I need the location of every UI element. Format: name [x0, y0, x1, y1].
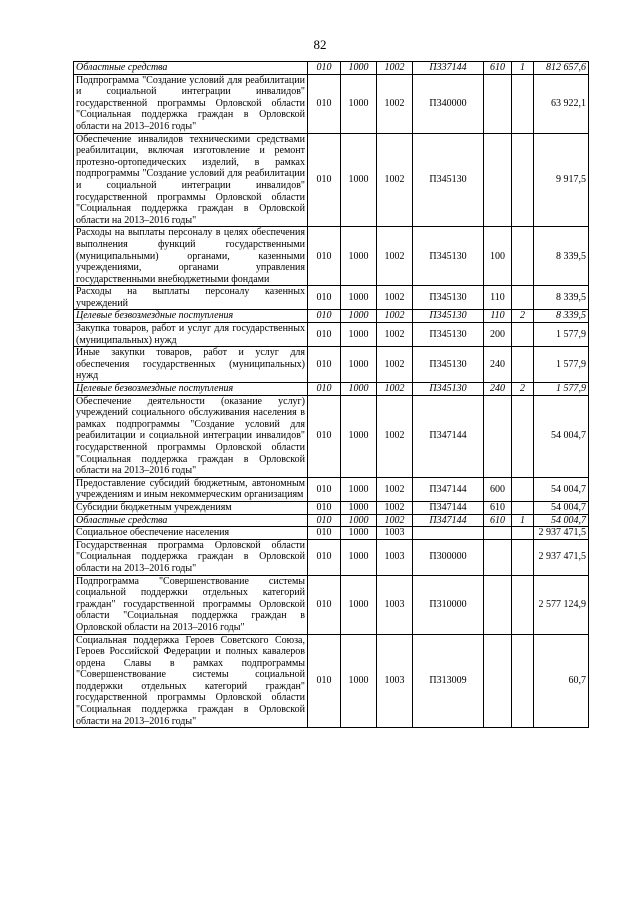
- amount-cell: 1 577,9: [534, 347, 589, 383]
- funding-source-cell: [512, 133, 534, 227]
- target-article-cell: П347144: [413, 501, 484, 514]
- row-name-cell: Социальное обеспечение населения: [74, 527, 308, 540]
- row-name-cell: Закупка товаров, работ и услуг для государственных (муниципальных) нужд: [74, 323, 308, 347]
- amount-cell: 60,7: [534, 634, 589, 728]
- subsection-code-cell: 1002: [377, 310, 413, 323]
- section-code-cell: 1000: [341, 133, 377, 227]
- section-code-cell: 1000: [341, 310, 377, 323]
- table-row: [74, 501, 589, 514]
- row-name-cell: Подпрограмма "Создание условий для реабилитации и социальной интеграции инвалидов" государственной программы Орловской области "Социальная поддержка граждан в Орловской области на 2013–2016 годы": [74, 74, 308, 133]
- funding-source-cell: [512, 527, 534, 540]
- admin-code-cell: 010: [308, 133, 341, 227]
- table-row: [74, 575, 589, 634]
- table-row: [74, 62, 589, 75]
- subsection-code-cell: 1002: [377, 227, 413, 286]
- subsection-code-cell: 1002: [377, 286, 413, 310]
- amount-cell: 63 922,1: [534, 74, 589, 133]
- subsection-code-cell: 1003: [377, 634, 413, 728]
- row-name-cell: Подпрограмма "Совершенствование системы социальной поддержки отдельных категорий граждан" государственной программы Орловской области "Социальная поддержка граждан в Орловской области на 2013–2016 годы": [74, 575, 308, 634]
- table-row: [74, 323, 589, 347]
- expense-type-cell: [484, 527, 512, 540]
- admin-code-cell: 010: [308, 310, 341, 323]
- funding-source-cell: [512, 323, 534, 347]
- expense-type-cell: 100: [484, 227, 512, 286]
- admin-code-cell: 010: [308, 383, 341, 396]
- amount-cell: 8 339,5: [534, 227, 589, 286]
- section-code-cell: 1000: [341, 514, 377, 527]
- expense-type-cell: 240: [484, 383, 512, 396]
- funding-source-cell: [512, 477, 534, 501]
- amount-cell: 1 577,9: [534, 323, 589, 347]
- table-row: [74, 477, 589, 501]
- table-row: [74, 74, 589, 133]
- target-article-cell: [413, 527, 484, 540]
- subsection-code-cell: 1002: [377, 514, 413, 527]
- target-article-cell: П345130: [413, 323, 484, 347]
- amount-cell: 54 004,7: [534, 395, 589, 477]
- target-article-cell: П347144: [413, 514, 484, 527]
- row-name-cell: Иные закупки товаров, работ и услуг для обеспечения государственных (муниципальных) нужд: [74, 347, 308, 383]
- amount-cell: 1 577,9: [534, 383, 589, 396]
- row-name-cell: Целевые безвозмездные поступления: [74, 310, 308, 323]
- target-article-cell: П310000: [413, 575, 484, 634]
- funding-source-cell: 1: [512, 62, 534, 75]
- row-name-cell: Расходы на выплаты персоналу казенных учреждений: [74, 286, 308, 310]
- section-code-cell: 1000: [341, 227, 377, 286]
- expense-type-cell: 240: [484, 347, 512, 383]
- target-article-cell: П347144: [413, 395, 484, 477]
- funding-source-cell: [512, 501, 534, 514]
- expense-type-cell: [484, 74, 512, 133]
- target-article-cell: П345130: [413, 383, 484, 396]
- table-row: [74, 347, 589, 383]
- admin-code-cell: 010: [308, 227, 341, 286]
- section-code-cell: 1000: [341, 395, 377, 477]
- amount-cell: 2 937 471,5: [534, 539, 589, 575]
- table-row: [74, 383, 589, 396]
- section-code-cell: 1000: [341, 575, 377, 634]
- expense-type-cell: [484, 133, 512, 227]
- funding-source-cell: [512, 227, 534, 286]
- subsection-code-cell: 1002: [377, 383, 413, 396]
- amount-cell: 8 339,5: [534, 286, 589, 310]
- admin-code-cell: 010: [308, 539, 341, 575]
- admin-code-cell: 010: [308, 477, 341, 501]
- target-article-cell: П347144: [413, 477, 484, 501]
- subsection-code-cell: 1003: [377, 539, 413, 575]
- section-code-cell: 1000: [341, 383, 377, 396]
- table-row: [74, 395, 589, 477]
- section-code-cell: 1000: [341, 527, 377, 540]
- target-article-cell: П345130: [413, 133, 484, 227]
- section-code-cell: 1000: [341, 62, 377, 75]
- budget-table: [73, 61, 589, 728]
- section-code-cell: 1000: [341, 501, 377, 514]
- amount-cell: 54 004,7: [534, 501, 589, 514]
- funding-source-cell: 2: [512, 310, 534, 323]
- expense-type-cell: 110: [484, 286, 512, 310]
- expense-type-cell: 110: [484, 310, 512, 323]
- table-row: [74, 286, 589, 310]
- row-name-cell: Социальная поддержка Героев Советского Союза, Героев Российской Федерации и полных кавалеров ордена Славы в рамках подпрограммы "Совершенствование системы социальной поддержки отдельных категорий граждан" государственной программы Орловской области "Социальная поддержка граждан в Орловской области на 2013–2016 годы": [74, 634, 308, 728]
- subsection-code-cell: 1002: [377, 477, 413, 501]
- row-name-cell: Областные средства: [74, 62, 308, 75]
- subsection-code-cell: 1002: [377, 74, 413, 133]
- target-article-cell: П300000: [413, 539, 484, 575]
- table-row: [74, 227, 589, 286]
- table-row: [74, 539, 589, 575]
- table-row: [74, 527, 589, 540]
- admin-code-cell: 010: [308, 62, 341, 75]
- row-name-cell: Государственная программа Орловской области "Социальная поддержка граждан в Орловской области на 2013–2016 годы": [74, 539, 308, 575]
- page-number: 82: [313, 37, 327, 52]
- funding-source-cell: [512, 539, 534, 575]
- expense-type-cell: 610: [484, 501, 512, 514]
- admin-code-cell: 010: [308, 323, 341, 347]
- amount-cell: 2 937 471,5: [534, 527, 589, 540]
- row-name-cell: Обеспечение инвалидов техническими средствами реабилитации, включая изготовление и ремонт протезно-ортопедических изделий, в рамках подпрограммы "Создание условий для реабилитации и социальной интеграции инвалидов" государственной программы Орловской области "Социальная поддержка граждан в Орловской области на 2013–2016 годы": [74, 133, 308, 227]
- subsection-code-cell: 1002: [377, 395, 413, 477]
- row-name-cell: Целевые безвозмездные поступления: [74, 383, 308, 396]
- section-code-cell: 1000: [341, 323, 377, 347]
- section-code-cell: 1000: [341, 347, 377, 383]
- expense-type-cell: 200: [484, 323, 512, 347]
- target-article-cell: П345130: [413, 310, 484, 323]
- expense-type-cell: [484, 395, 512, 477]
- table-row: [74, 133, 589, 227]
- table-row: [74, 634, 589, 728]
- amount-cell: 54 004,7: [534, 514, 589, 527]
- admin-code-cell: 010: [308, 634, 341, 728]
- section-code-cell: 1000: [341, 477, 377, 501]
- amount-cell: 2 577 124,9: [534, 575, 589, 634]
- funding-source-cell: [512, 634, 534, 728]
- funding-source-cell: [512, 286, 534, 310]
- admin-code-cell: 010: [308, 575, 341, 634]
- funding-source-cell: [512, 395, 534, 477]
- table-row: [74, 310, 589, 323]
- expense-type-cell: 610: [484, 62, 512, 75]
- subsection-code-cell: 1003: [377, 527, 413, 540]
- expense-type-cell: [484, 634, 512, 728]
- funding-source-cell: 1: [512, 514, 534, 527]
- expense-type-cell: [484, 575, 512, 634]
- funding-source-cell: 2: [512, 383, 534, 396]
- section-code-cell: 1000: [341, 286, 377, 310]
- admin-code-cell: 010: [308, 286, 341, 310]
- row-name-cell: Обеспечение деятельности (оказание услуг) учреждений социального обслуживания населения в рамках подпрограммы "Создание условий для реабилитации и социальной интеграции инвалидов" государственной программы Орловской области "Социальная поддержка граждан в Орловской области на 2013–2016 годы": [74, 395, 308, 477]
- target-article-cell: П340000: [413, 74, 484, 133]
- funding-source-cell: [512, 575, 534, 634]
- subsection-code-cell: 1002: [377, 323, 413, 347]
- admin-code-cell: 010: [308, 501, 341, 514]
- admin-code-cell: 010: [308, 527, 341, 540]
- admin-code-cell: 010: [308, 395, 341, 477]
- subsection-code-cell: 1003: [377, 575, 413, 634]
- expense-type-cell: [484, 539, 512, 575]
- target-article-cell: П345130: [413, 227, 484, 286]
- amount-cell: 8 339,5: [534, 310, 589, 323]
- target-article-cell: П345130: [413, 286, 484, 310]
- admin-code-cell: 010: [308, 347, 341, 383]
- row-name-cell: Субсидии бюджетным учреждениям: [74, 501, 308, 514]
- table-row: [74, 514, 589, 527]
- subsection-code-cell: 1002: [377, 62, 413, 75]
- subsection-code-cell: 1002: [377, 133, 413, 227]
- section-code-cell: 1000: [341, 539, 377, 575]
- funding-source-cell: [512, 347, 534, 383]
- row-name-cell: Предоставление субсидий бюджетным, автономным учреждениям и иным некоммерческим организациям: [74, 477, 308, 501]
- target-article-cell: П313009: [413, 634, 484, 728]
- budget-table-body: [74, 62, 589, 728]
- amount-cell: 812 657,6: [534, 62, 589, 75]
- admin-code-cell: 010: [308, 514, 341, 527]
- row-name-cell: Расходы на выплаты персоналу в целях обеспечения выполнения функций государственными (муниципальными) органами, казенными учреждениями, органами управления государственными внебюджетными фондами: [74, 227, 308, 286]
- expense-type-cell: 610: [484, 514, 512, 527]
- target-article-cell: П337144: [413, 62, 484, 75]
- amount-cell: 9 917,5: [534, 133, 589, 227]
- row-name-cell: Областные средства: [74, 514, 308, 527]
- amount-cell: 54 004,7: [534, 477, 589, 501]
- funding-source-cell: [512, 74, 534, 133]
- section-code-cell: 1000: [341, 634, 377, 728]
- subsection-code-cell: 1002: [377, 501, 413, 514]
- subsection-code-cell: 1002: [377, 347, 413, 383]
- target-article-cell: П345130: [413, 347, 484, 383]
- expense-type-cell: 600: [484, 477, 512, 501]
- admin-code-cell: 010: [308, 74, 341, 133]
- section-code-cell: 1000: [341, 74, 377, 133]
